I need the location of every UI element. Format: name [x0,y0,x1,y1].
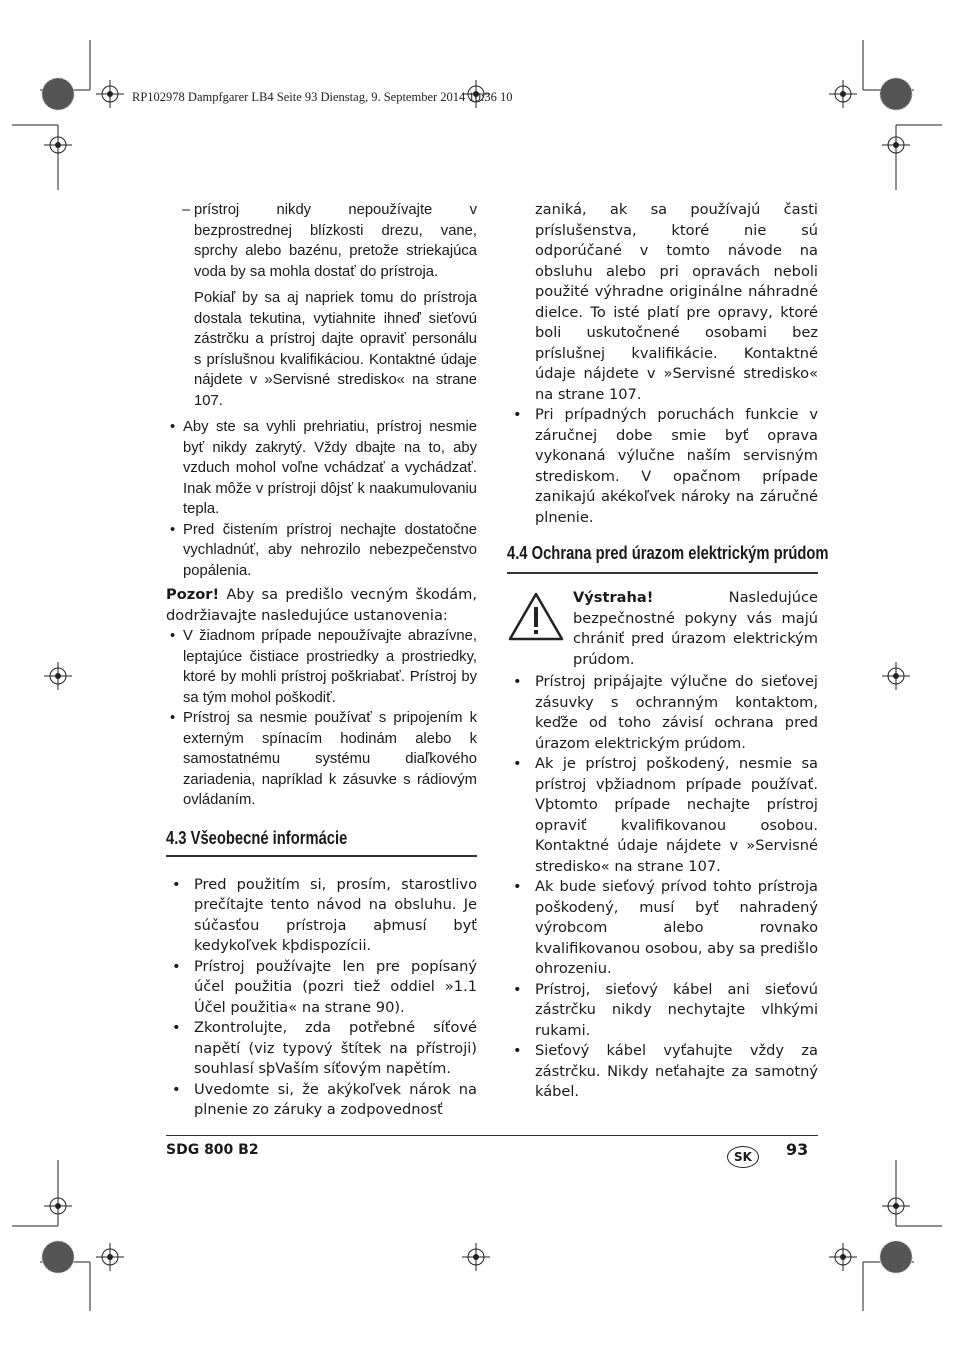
list-item [166,708,477,811]
list-item [166,626,477,708]
bullet: • [513,406,522,423]
list-item [507,405,818,528]
list-item [166,1018,477,1080]
list-item-text: Uvedomte si, že akýkoľvek nárok na plnenie zo záruky a zodpovednosť [194,1080,477,1118]
list-item-text: Pred čistením prístroj nechajte dostatočne vychladnúť, aby nehrozilo nebezpečenstvo popálenia. [183,521,477,579]
bullet-list [166,417,477,581]
list-item [507,754,818,877]
bullet-list [507,405,818,528]
list-item [507,877,818,980]
list-item-text: Pri prípadných poruchách funkcie v záručnej dobe smie byť oprava vykonaná výlučne naším servisným strediskom. V opačnom prípade zanikajú akékoľvek nároky na záručné plnenie. [535,406,818,526]
list-item [166,520,477,582]
bullet: • [513,673,522,690]
bullet: • [172,1080,181,1098]
bullet: • [513,980,522,998]
list-item-text: Ak bude sieťový prívod tohto prístroja poškodený, musí byť nahradený výrobcom alebo rovnako kvalifikovanou osobou, aby sa predišlo ohrozeniu. [535,878,818,977]
list-item [166,875,477,957]
bullet: • [170,419,176,435]
warning-block [507,588,818,670]
page-footer [166,1135,818,1164]
list-item [166,417,477,520]
caution-paragraph [166,585,477,626]
list-item-text: Ak je prístroj poškodený, nesmie sa prístroj vþžiadnom prípade používať. Vþtomto prípade nechajte prístroj opraviť kvalifikovanou osobou. Kontaktné údaje nájdete v »Servisné stredisko« na strane 107. [535,755,818,875]
model-number: SDG 800 B2 [166,1142,259,1158]
list-item-text: Prístroj, sieťový kábel ani sieťovú zástrčku nikdy nechytajte vlhkými rukami. [535,980,818,1039]
list-item [166,1080,477,1121]
bullet: • [170,521,176,538]
section-rule [166,855,477,857]
list-item-text: Sieťový kábel vyťahujte vždy za zástrčku. Nikdy neťahajte za samotný kábel. [535,1042,818,1100]
list-item [507,672,818,754]
bullet: • [513,878,522,895]
bullet: • [172,957,181,975]
page-number: 93 [786,1140,809,1159]
warning-triangle-icon [507,590,565,642]
list-item-text: Prístroj sa nesmie používať s pripojením k externým spínacím hodinám alebo k samostatnému systému diaľkového zariadenia, napríklad k zásuvke s rádiovým ovládaním. [183,710,477,808]
list-item [507,1041,818,1103]
paragraph: Pokiaľ by sa aj napriek tomu do prístroja dostala tekutina, vytiahnite ihneď sieťovú zástrčku a prístroj dajte opraviť personálu s príslušnou kvalifikáciou. Kontaktné údaje nájdete v »Servisné stredisko« na strane 107. [194,290,477,409]
dash-list-item [166,200,477,282]
right-column [507,200,829,1103]
warning-label: Výstraha! [573,589,654,606]
caution-label: Pozor! [166,586,220,603]
language-badge: SK [727,1146,759,1168]
bullet-list [166,626,477,811]
bullet: • [170,628,176,644]
section-title: 4.3 Všeobecné informácie [166,827,348,848]
bullet: • [170,710,176,726]
list-item-text: V žiadnom prípade nepoužívajte abrazívne, leptajúce čistiace prostriedky a prostriedky, ktoré by mohli prístroj poškriabať. Prístroj by sa tým mohol poškodiť. [183,628,477,706]
section-rule [507,572,818,574]
bullet-list [166,875,477,1121]
caution-text: Aby sa predišlo vecným škodám, dodržiavajte nasledujúce ustanovenia: [166,586,477,624]
list-item-text: Prístroj pripájajte výlučne do sieťovej zásuvky s ochranným kontaktom, keďže od toho závisí ochrana pred úrazom elektrickým prúdom. [535,673,818,752]
dash-bullet: – [182,202,191,218]
print-header: RP102978 Dampfgarer LB4 Seite 93 Dienstag, 9. September 2014 10:36 10 [132,90,513,104]
section-heading-4-3 [166,827,477,857]
list-item-text: prístroj nikdy nepoužívajte v bezprostrednej blízkosti drezu, vane, sprchy alebo bazénu, pretože striekajúca voda by sa mohla dostať do prístroja. [194,202,477,280]
left-column [166,200,477,1121]
bullet: • [172,1019,181,1036]
list-item-text: Pred použitím si, prosím, starostlivo prečítajte tento návod na obsluhu. Je súčasťou prístroja aþmusí byť kedykoľvek kþdispozícii. [194,875,477,954]
bullet: • [172,875,181,893]
section-heading-4-4 [507,542,829,574]
paragraph: zaniká, ak sa používajú časti príslušenstva, ktoré nie sú odporúčané v tomto návode na obsluhu alebo pri opravách neboli použité výhradne originálne náhradné dielce. To isté platí pre opravy, ktoré boli uskutočnené osobami bez príslušnej kvalifikácie. Kontaktné údaje nájdete v »Servisné stredisko« na strane 107. [535,201,818,403]
warning-paragraph [573,588,818,670]
list-item-text: Zkontrolujte, zda potřebné síťové napětí (viz typový štítek na přístroji) souhlasí sþVaším síťovým napětím. [194,1019,477,1077]
section-title: 4.4 Ochrana pred úrazom elektrickým prúdom [507,543,829,563]
warning-text: Nasledujúce bezpečnostné pokyny vás majú chrániť pred úrazom elektrickým prúdom. [573,589,818,668]
bullet-list [507,672,818,1103]
list-item [507,980,818,1042]
list-item-text: Aby ste sa vyhli prehriatiu, prístroj nesmie byť nikdy zakrytý. Vždy dbajte na to, aby vzduch mohol voľne vchádzať a vychádzať. Inak môže v prístroji dôjsť k naakumulovaniu tepla. [183,419,477,517]
list-item-text: Prístroj používajte len pre popísaný účel použitia (pozri tiež oddiel »1.1 Účel použitia« na strane 90). [194,957,477,1016]
bullet: • [513,755,522,772]
list-item [166,957,477,1019]
bullet: • [513,1042,522,1059]
